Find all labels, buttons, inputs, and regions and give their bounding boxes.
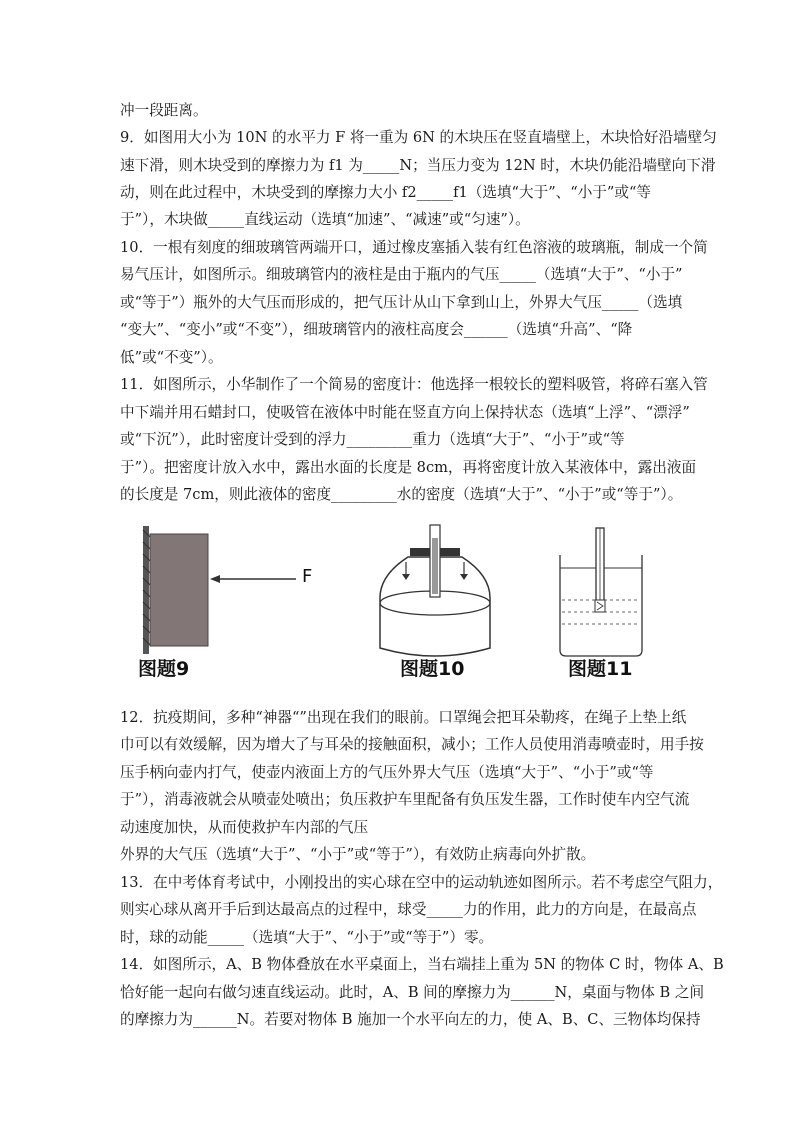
text-line: 低”或“不变”）。 (120, 349, 223, 366)
text-line: 动速度加快，从而使救护车内部的气压 (120, 819, 369, 836)
figure-9-caption: 图题9 (138, 658, 190, 680)
text-line: 动，则在此过程中，木块受到的摩擦力大小 f2_____f1（选填“大于”、“小于”或“等 (120, 184, 652, 201)
text-line: 时，球的动能_____（选填“大于”、“小于”或“等于”）零。 (120, 929, 494, 946)
text-line: 则实心球从离开手后到达最高点的过程中，球受_____力的作用，此力的方向是，在最高点 (120, 901, 697, 918)
q12-text: 12．抗疫期间，多种“神器“”出现在我们的眼前。口罩绳会把耳朵勒疼，在绳子上垫上纸 (120, 709, 687, 726)
text-line: “变大”、“变小”或“不变”），细玻璃管内的液柱高度会______（选填“升高”、“降 (120, 321, 633, 338)
wooden-block (150, 534, 208, 646)
text-line: 压手柄向壶内打气，使壶内液面上方的气压外界大气压（选填“大于”、“小于”或“等 (120, 764, 654, 781)
q14-text: 14．如图所示，A、B 物体叠放在水平桌面上，当右端挂上重为 5N 的物体 C 时，物体 A、B (120, 956, 724, 973)
figure-10-diagram (380, 525, 490, 656)
text-line: 冲一段距离。 (120, 102, 208, 119)
text-line: 或“下沉”），此时密度计受到的浮力_________重力（选填“大于”、“小于”或“等 (120, 431, 625, 448)
text-line: 外界的大气压（选填“大于”、“小于”或“等于”），有效防止病毒向外扩散。 (120, 846, 596, 863)
text-line: 于”）。把密度计放入水中，露出水面的长度是 8cm，再将密度计放入某液体中，露出液面 (120, 459, 697, 476)
text-line: 巾可以有效缓解，因为增大了与耳朵的接触面积，减小；工作人员使用消毒喷壶时，用手按 (120, 736, 704, 753)
figure-10-caption: 图题10 (400, 658, 465, 680)
liquid-column (432, 538, 438, 594)
q11-text: 11．如图所示，小华制作了一个简易的密度计：他选择一根较长的塑料吸管，将碎石塞入管 (120, 376, 708, 393)
q9-text: 9．如图用大小为 10N 的水平力 F 将一重为 6N 的木块压在竖直墙壁上，木块恰好沿墙壁匀 (120, 129, 717, 146)
text-line: 中下端并用石蜡封口，使吸管在液体中时能在竖直方向上保持状态（选填“上浮”、“漂浮” (120, 404, 690, 421)
text-line: 于”），消毒液就会从喷壶处喷出；负压救护车里配备有负压发生器，工作时使车内空气流 (120, 791, 690, 808)
text-line: 的长度是 7cm，则此液体的密度_________水的密度（选填“大于”、“小于”或“等于”）。 (120, 486, 683, 503)
figures-svg (0, 520, 794, 690)
q13-text: 13．在中考体育考试中，小刚投出的实心球在空中的运动轨迹如图所示。若不考虑空气阻力， (120, 874, 723, 891)
text-line: 易气压计，如图所示。细玻璃管内的液柱是由于瓶内的气压_____（选填“大于”、“小于” (120, 266, 683, 283)
force-arrowhead (210, 575, 220, 583)
figure-9-force-label: F (302, 566, 313, 587)
text-line: 的摩擦力为______N。若要对物体 B 施加一个水平向左的力，使 A、B、C、三物体均保持 (120, 1011, 701, 1028)
q10-text: 10．一根有刻度的细玻璃管两端开口，通过橡皮塞插入装有红色溶液的玻璃瓶，制成一个简 (120, 239, 708, 256)
text-line: 速下滑，则木块受到的摩擦力为 f1 为_____N；当压力变为 12N 时，木块仍能沿墙壁向下滑 (120, 157, 716, 174)
figure-11-diagram (560, 528, 642, 656)
figure-11-caption: 图题11 (568, 658, 633, 680)
figures-row (0, 520, 794, 690)
figure-9-diagram (143, 526, 296, 654)
text-line: 或“等于”）瓶外的大气压而形成的，把气压计从山下拿到山上，外界大气压_____（选填 (120, 294, 683, 311)
text-line: 于”），木块做_____直线运动（选填“加速”、“减速”或“匀速”）。 (120, 211, 530, 228)
text-line: 恰好能一起向右做匀速直线运动。此时，A、B 间的摩擦力为______N，桌面与物体 B 之间 (120, 984, 705, 1001)
